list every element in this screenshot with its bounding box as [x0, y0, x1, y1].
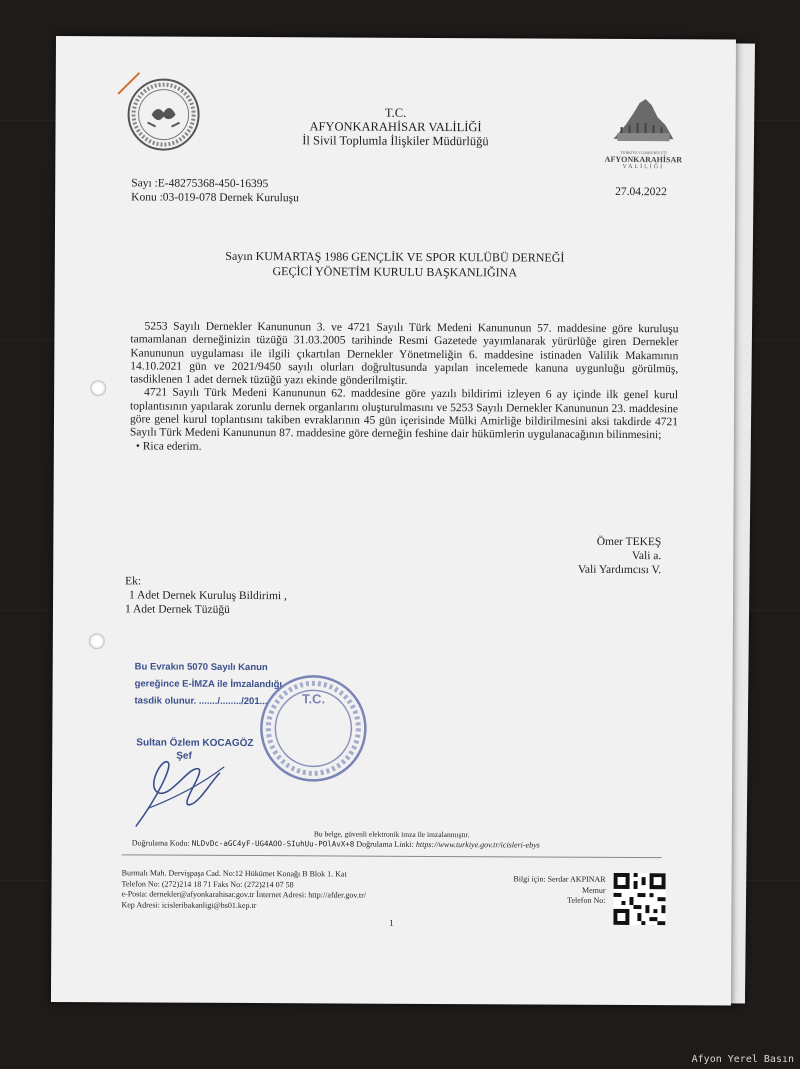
- signature-block: [493, 534, 661, 577]
- document-subject: Konu :03-019-078 Dernek Kuruluşu: [131, 191, 299, 205]
- signer-name: Ömer TEKEŞ: [596, 535, 662, 549]
- handwritten-signature-icon: [128, 746, 228, 837]
- footer-address: Burmalı Mah. Dervişpaşa Cad. No:12 Hükümet Konağı B Blok 1. Kat: [121, 868, 347, 879]
- department-name: İl Sivil Toplumla İlişkiler Müdürlüğü: [302, 133, 489, 149]
- body-paragraph-1: 5253 Sayılı Dernekler Kanununun 3. ve 4721 Sayılı Türk Medeni Kanununun 57. maddesine göre kuruluşu tamamlanan derneğinizin tüzüğü 31.03.2005 tarihinde Resmi Gazetede yayımlanarak yürürlüğe giren Dernekler Kanununun uygulaması ile ilgili çıkartılan Dernekler Yönetmeliğin 6. maddesine istinaden Valilik Makamının 14.10.2021 gün ve 2021/9450 sayılı olurları doğrultusunda yapılan incelemede kanuna uygunluğu görülmüş, tasdiklenen 1 adet dernek tüzüğü yazı ekinde gönderilmiştir.: [130, 320, 679, 388]
- logo-line1: TÜRKİYE CUMHURİYETİ: [620, 149, 667, 156]
- enclosure-item-1: 1 Adet Dernek Kuruluş Bildirimi ,: [129, 589, 287, 603]
- verification-line: [132, 838, 540, 851]
- office-name: AFYONKARAHİSAR VALİLİĞİ: [309, 119, 482, 135]
- verification-code: NLDvDc-aGC4yF-UG4AOO-SIuhUu-POlAvX+8: [191, 838, 355, 849]
- addressee: [55, 248, 735, 282]
- logo-line2: AFYONKARAHİSAR: [604, 154, 683, 165]
- round-stamp-icon: [258, 673, 369, 784]
- footer-email-web: [121, 889, 366, 901]
- footer-web-label: İnternet Adresi:: [256, 890, 307, 900]
- footer-address-block: [121, 868, 366, 911]
- stamp-signer-name: Sultan Özlem KOCAGÖZ: [136, 737, 254, 750]
- enclosures-label: Ek:: [125, 575, 142, 588]
- footer-web-link[interactable]: http://afder.gov.tr/: [308, 890, 367, 900]
- stamp-line1: Bu Evrakın 5070 Sayılı Kanun: [134, 661, 268, 674]
- punch-hole-top: [90, 380, 106, 396]
- stamp-line2: gereğince E-İMZA ile İmzalandığı: [134, 678, 283, 691]
- footer-email-label: e-Posta:: [121, 889, 148, 899]
- document-date: 27.04.2022: [615, 185, 667, 199]
- castle-icon: [603, 95, 683, 145]
- letter-body: [130, 320, 679, 456]
- verification-note: Bu belge, güvenli elektronik imza ile imzalanmıştır.: [313, 829, 470, 840]
- closing-text: Rica ederim.: [142, 440, 202, 453]
- punch-hole-bottom: [89, 633, 105, 649]
- body-paragraph-3: • Rica ederim.: [135, 440, 202, 453]
- verification-code-label: Doğrulama Kodu:: [131, 838, 190, 848]
- footer-phone: Telefon No: (272)214 18 71 Faks No: (272)214 07 58: [121, 878, 294, 889]
- verification-link-label: Doğrulama Linki:: [356, 839, 414, 849]
- qr-code-icon: [613, 873, 665, 925]
- footer-info-block: [471, 874, 605, 906]
- footer-info-label: Bilgi için: Serdar AKPINAR: [513, 874, 606, 884]
- afyon-logo: [603, 95, 683, 171]
- tc-label: T.C.: [384, 105, 407, 120]
- enclosures: [125, 574, 287, 617]
- enclosure-item-2: 1 Adet Dernek Tüzüğü: [124, 603, 230, 616]
- footer-info-title: Memur: [581, 885, 606, 895]
- addressee-line2: GEÇİCİ YÖNETİM KURULU BAŞKANLIĞINA: [272, 264, 518, 280]
- footer-info-phone: Telefon No:: [567, 895, 606, 905]
- verification-link[interactable]: https://www.turkiye.gov.tr/icisleri-ebys: [415, 839, 540, 850]
- document-page: [51, 36, 736, 1006]
- logo-line3: VALİLİĞİ: [622, 163, 665, 171]
- addressee-line1: Sayın KUMARTAŞ 1986 GENÇLİK VE SPOR KULÜBÜ DERNEĞİ: [225, 248, 565, 265]
- body-paragraph-2: 4721 Sayılı Türk Medeni Kanununun 62. maddesine göre yazılı bildirimi izleyen 6 ay içinde ilk genel kurul toplantısının yapılarak zorunlu dernek organlarını oluşturulmasını ve 5253 Sayılı Dernekler Kanununun 23. maddesine göre genel kurul toplantısını takiben evraklarının 45 gün içerisinde Mülki Amirliğe bildirilmesini aksi takdirde 4721 Sayılı Türk Medeni Kanununun 87. maddesine göre derneğin feshine dair hükümlerin uygulanacağının bilinmesini;: [129, 386, 679, 442]
- stamp-signer-title: Şef: [176, 750, 192, 762]
- signer-title1: Vali a.: [631, 550, 662, 563]
- document-meta: [131, 176, 299, 205]
- footer-kep: Kep Adresi: icisleribakanligi@hs01.kep.tr: [121, 899, 257, 910]
- page-number: 1: [389, 917, 394, 928]
- watermark: Afyon Yerel Basın: [691, 1054, 794, 1065]
- signer-title2: Vali Yardımcısı V.: [577, 563, 662, 577]
- round-stamp-label: T.C.: [301, 691, 326, 707]
- document-number: Sayı :E-48275368-450-16395: [131, 177, 269, 191]
- footer-email-link[interactable]: dernekler@afyonkarahisar.gov.tr: [149, 889, 255, 900]
- footer-divider: [122, 854, 662, 858]
- stamp-line3: tasdik olunur. ......./......../201...: [134, 695, 268, 708]
